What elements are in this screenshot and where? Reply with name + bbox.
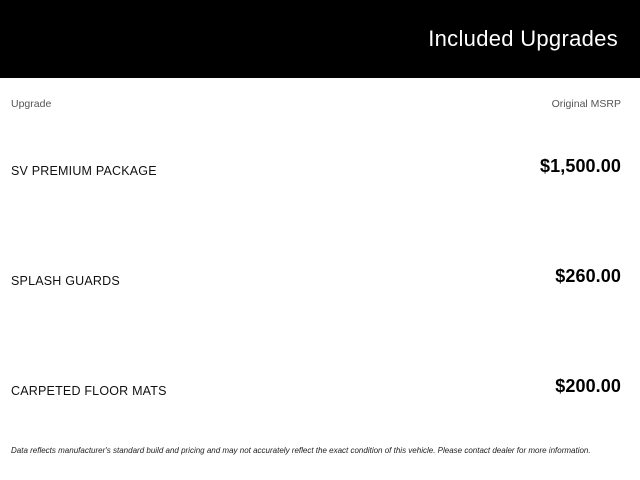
column-header-msrp: Original MSRP [551, 98, 621, 110]
upgrade-name: SPLASH GUARDS [11, 274, 120, 288]
upgrades-sheet [0, 78, 640, 480]
upgrade-price: $260.00 [555, 266, 621, 286]
page-title: Included Upgrades [428, 26, 618, 51]
table-row [0, 238, 640, 348]
table-row [0, 348, 640, 458]
table-row [0, 128, 640, 238]
upgrade-name: CARPETED FLOOR MATS [11, 384, 167, 398]
disclaimer-text: Data reflects manufacturer's standard build and pricing and may not accurately reflect the exact condition of this vehicle. Please contact dealer for more information. [11, 446, 591, 455]
upgrades-list [0, 128, 640, 458]
upgrade-price: $200.00 [555, 376, 621, 396]
upgrade-name: SV PREMIUM PACKAGE [11, 164, 157, 178]
column-header-upgrade: Upgrade [11, 98, 52, 110]
page-header [0, 0, 640, 78]
upgrade-price: $1,500.00 [540, 156, 621, 176]
